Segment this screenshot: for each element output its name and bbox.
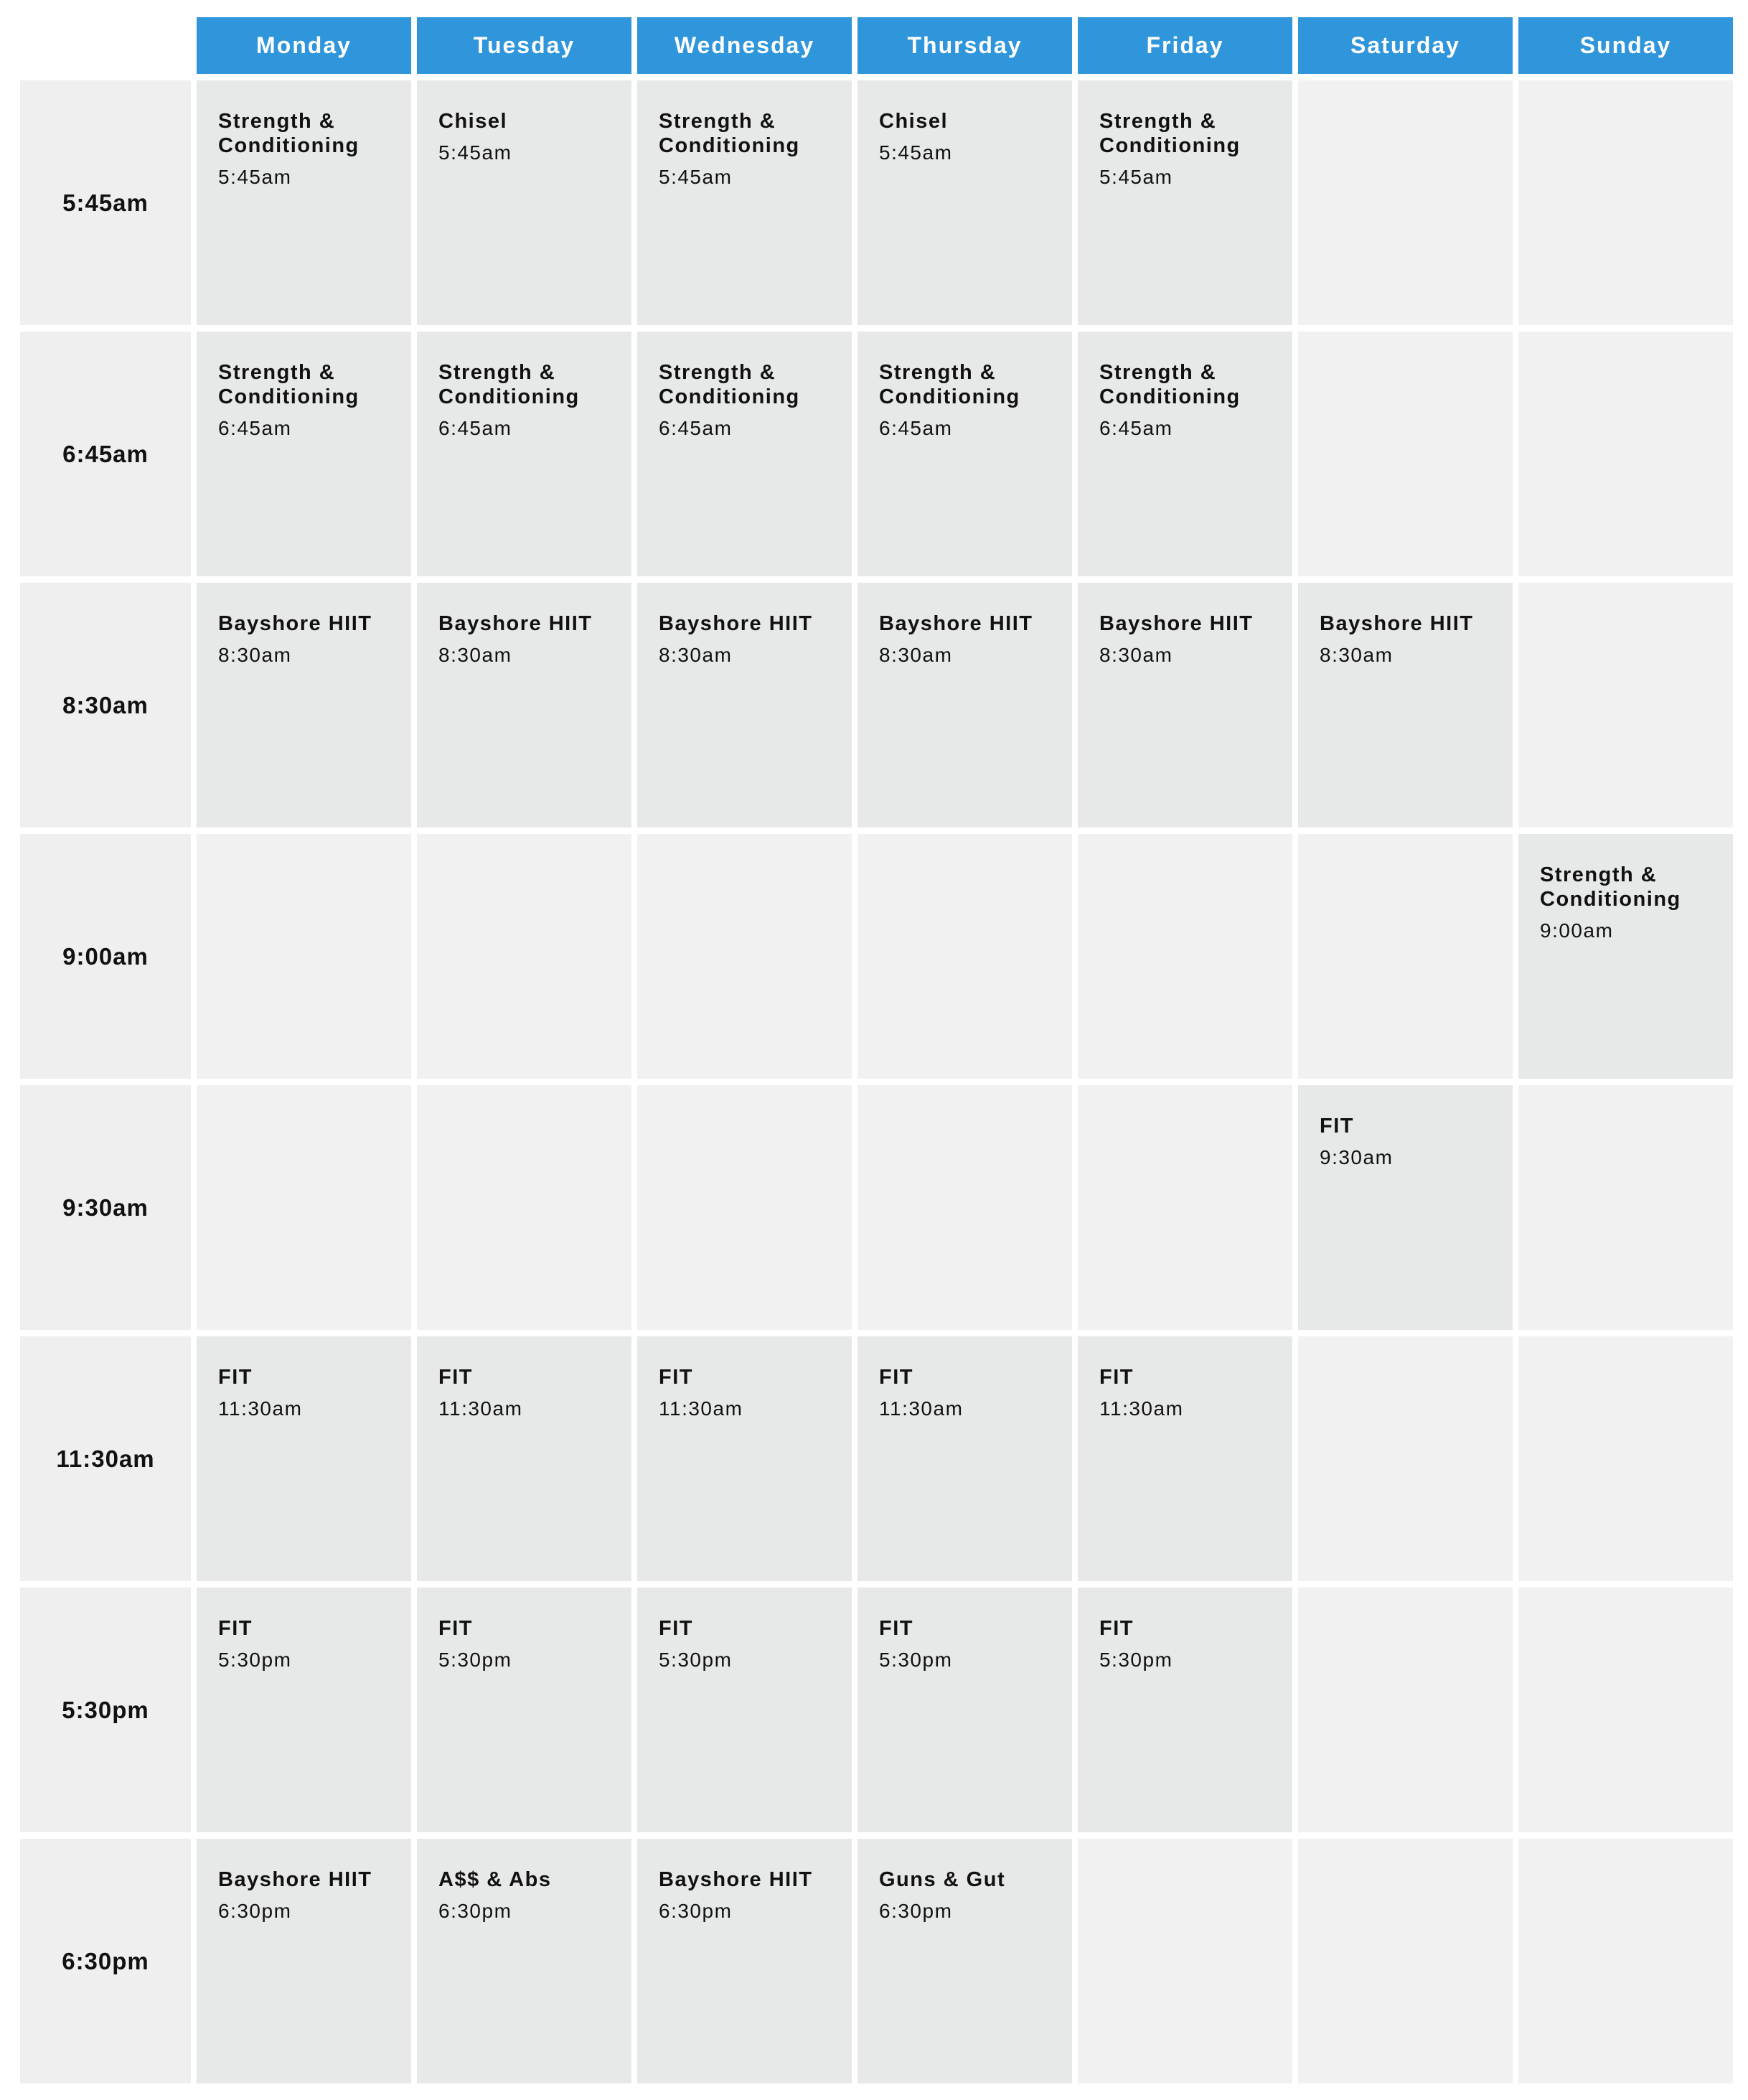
header-monday: Monday (197, 17, 411, 74)
class-time: 5:30pm (438, 1649, 512, 1671)
class-name: FIT (879, 1366, 913, 1389)
empty-cell-sunday (1518, 80, 1733, 325)
empty-cell-thursday (857, 834, 1072, 1079)
class-cell-tuesday[interactable] (417, 80, 631, 325)
class-time: 8:30am (659, 644, 733, 666)
class-name: Strength & Conditioning (879, 361, 1020, 408)
class-time: 11:30am (1099, 1397, 1184, 1420)
class-cell-friday[interactable] (1078, 80, 1292, 325)
class-time: 6:45am (879, 417, 953, 439)
header-saturday: Saturday (1298, 17, 1513, 74)
class-time: 5:45am (218, 166, 292, 188)
class-cell-monday[interactable] (197, 583, 411, 828)
header-thursday: Thursday (857, 17, 1072, 74)
class-cell-wednesday[interactable] (637, 1839, 852, 2083)
class-name: Strength & Conditioning (1099, 361, 1241, 408)
class-cell-wednesday[interactable] (637, 1336, 852, 1581)
time-slot-label: 9:30am (20, 1085, 191, 1330)
header-sunday: Sunday (1518, 17, 1733, 74)
class-cell-friday[interactable] (1078, 1336, 1292, 1581)
class-cell-saturday[interactable] (1298, 1085, 1513, 1330)
empty-cell-saturday (1298, 332, 1513, 576)
time-slot-label: 9:00am (20, 834, 191, 1079)
class-name: Chisel (438, 110, 508, 133)
class-name: Chisel (879, 110, 949, 133)
class-name: FIT (438, 1366, 473, 1389)
class-time: 8:30am (218, 644, 292, 666)
class-name: FIT (659, 1366, 693, 1389)
empty-cell-sunday (1518, 1839, 1733, 2083)
time-slot-label: 11:30am (20, 1336, 191, 1581)
empty-cell-saturday (1298, 834, 1513, 1079)
class-cell-friday[interactable] (1078, 332, 1292, 576)
class-name: Strength & Conditioning (1099, 110, 1241, 157)
time-slot-label: 6:45am (20, 332, 191, 576)
class-cell-thursday[interactable] (857, 1588, 1072, 1832)
class-name: Bayshore HIIT (879, 612, 1033, 635)
class-name: Strength & Conditioning (659, 361, 800, 408)
empty-cell-thursday (857, 1085, 1072, 1330)
class-name: Strength & Conditioning (438, 361, 580, 408)
class-cell-monday[interactable] (197, 332, 411, 576)
time-slot-label: 6:30pm (20, 1839, 191, 2083)
class-cell-monday[interactable] (197, 1336, 411, 1581)
class-name: FIT (1099, 1617, 1134, 1640)
class-time: 6:45am (1099, 417, 1173, 439)
class-name: FIT (879, 1617, 913, 1640)
class-cell-wednesday[interactable] (637, 80, 852, 325)
class-name: Bayshore HIIT (659, 1868, 813, 1891)
class-time: 11:30am (218, 1397, 303, 1420)
class-name: FIT (218, 1366, 253, 1389)
class-name: FIT (1320, 1115, 1354, 1138)
class-cell-wednesday[interactable] (637, 332, 852, 576)
corner-blank (20, 17, 191, 74)
class-name: FIT (1099, 1366, 1134, 1389)
class-name: FIT (659, 1617, 693, 1640)
class-time: 8:30am (1320, 644, 1394, 666)
empty-cell-wednesday (637, 834, 852, 1079)
class-time: 5:45am (438, 141, 512, 164)
empty-cell-sunday (1518, 332, 1733, 576)
time-slot-label: 5:45am (20, 80, 191, 325)
empty-cell-saturday (1298, 80, 1513, 325)
class-name: Bayshore HIIT (218, 612, 372, 635)
empty-cell-tuesday (417, 1085, 631, 1330)
class-time: 11:30am (879, 1397, 964, 1420)
time-slot-label: 8:30am (20, 583, 191, 828)
class-time: 8:30am (1099, 644, 1173, 666)
class-time: 11:30am (659, 1397, 743, 1420)
empty-cell-sunday (1518, 583, 1733, 828)
empty-cell-monday (197, 1085, 411, 1330)
class-name: Strength & Conditioning (218, 361, 360, 408)
class-cell-thursday[interactable] (857, 1336, 1072, 1581)
class-time: 5:30pm (218, 1649, 292, 1671)
empty-cell-saturday (1298, 1839, 1513, 2083)
class-name: Bayshore HIIT (659, 612, 813, 635)
class-cell-friday[interactable] (1078, 583, 1292, 828)
empty-cell-sunday (1518, 1588, 1733, 1832)
class-time: 9:30am (1320, 1146, 1394, 1168)
header-friday: Friday (1078, 17, 1292, 74)
class-cell-friday[interactable] (1078, 1588, 1292, 1832)
class-time: 5:30pm (1099, 1649, 1173, 1671)
class-cell-tuesday[interactable] (417, 332, 631, 576)
header-tuesday: Tuesday (417, 17, 631, 74)
time-slot-label: 5:30pm (20, 1588, 191, 1832)
class-cell-thursday[interactable] (857, 332, 1072, 576)
header-wednesday: Wednesday (637, 17, 852, 74)
class-cell-thursday[interactable] (857, 80, 1072, 325)
class-name: Guns & Gut (879, 1868, 1006, 1891)
weekly-class-schedule (20, 17, 1732, 2083)
class-cell-wednesday[interactable] (637, 1588, 852, 1832)
class-cell-monday[interactable] (197, 80, 411, 325)
class-cell-tuesday[interactable] (417, 1588, 631, 1832)
class-time: 6:30pm (659, 1900, 733, 1922)
empty-cell-wednesday (637, 1085, 852, 1330)
class-time: 6:45am (438, 417, 512, 439)
class-time: 11:30am (438, 1397, 523, 1420)
class-time: 5:45am (659, 166, 733, 188)
class-time: 5:30pm (659, 1649, 733, 1671)
class-cell-saturday[interactable] (1298, 583, 1513, 828)
class-cell-monday[interactable] (197, 1588, 411, 1832)
class-name: Bayshore HIIT (218, 1868, 372, 1891)
class-time: 5:30pm (879, 1649, 953, 1671)
class-time: 6:30pm (438, 1900, 512, 1922)
class-name: FIT (438, 1617, 473, 1640)
class-cell-tuesday[interactable] (417, 583, 631, 828)
empty-cell-tuesday (417, 834, 631, 1079)
class-time: 6:30pm (879, 1900, 953, 1922)
class-time: 8:30am (438, 644, 512, 666)
empty-cell-sunday (1518, 1336, 1733, 1581)
class-cell-sunday[interactable] (1518, 834, 1733, 1079)
empty-cell-friday (1078, 1839, 1292, 2083)
class-time: 6:30pm (218, 1900, 292, 1922)
class-cell-monday[interactable] (197, 1839, 411, 2083)
empty-cell-saturday (1298, 1588, 1513, 1832)
class-cell-tuesday[interactable] (417, 1839, 631, 2083)
class-name: Strength & Conditioning (1540, 863, 1681, 911)
class-time: 8:30am (879, 644, 953, 666)
class-name: Bayshore HIIT (1320, 612, 1474, 635)
class-cell-thursday[interactable] (857, 1839, 1072, 2083)
empty-cell-friday (1078, 834, 1292, 1079)
empty-cell-sunday (1518, 1085, 1733, 1330)
class-cell-wednesday[interactable] (637, 583, 852, 828)
class-time: 9:00am (1540, 919, 1614, 942)
class-time: 6:45am (659, 417, 733, 439)
empty-cell-monday (197, 834, 411, 1079)
class-time: 6:45am (218, 417, 292, 439)
class-cell-thursday[interactable] (857, 583, 1072, 828)
class-name: Bayshore HIIT (1099, 612, 1254, 635)
empty-cell-friday (1078, 1085, 1292, 1330)
class-name: Strength & Conditioning (218, 110, 360, 157)
class-cell-tuesday[interactable] (417, 1336, 631, 1581)
class-time: 5:45am (1099, 166, 1173, 188)
class-time: 5:45am (879, 141, 953, 164)
class-name: Strength & Conditioning (659, 110, 800, 157)
class-name: Bayshore HIIT (438, 612, 593, 635)
empty-cell-saturday (1298, 1336, 1513, 1581)
class-name: A$$ & Abs (438, 1868, 552, 1891)
class-name: FIT (218, 1617, 253, 1640)
